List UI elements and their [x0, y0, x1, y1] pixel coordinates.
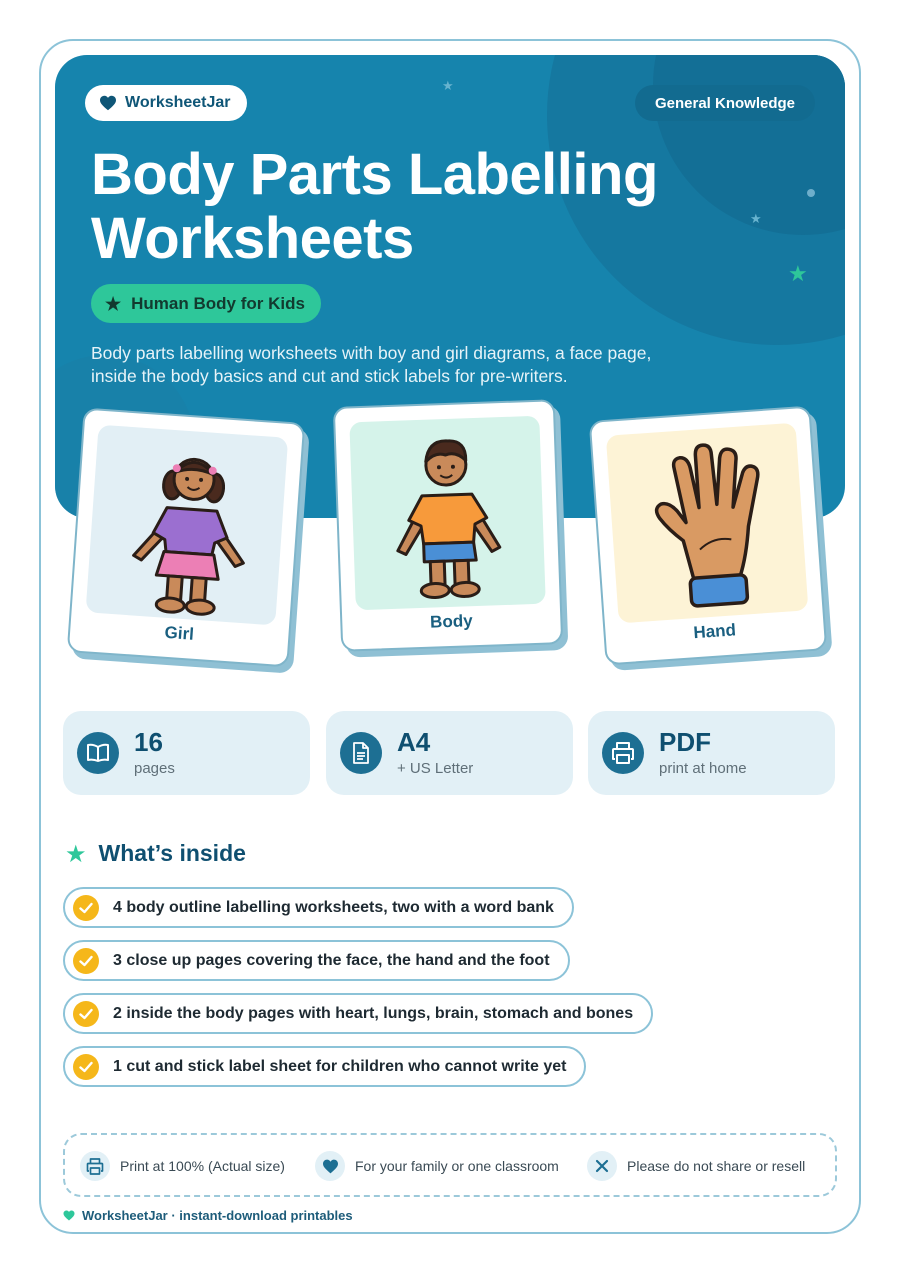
printer-icon: [80, 1151, 110, 1181]
hand-icon: [606, 423, 809, 624]
stat-label: + US Letter: [397, 760, 474, 777]
check-icon: [73, 895, 99, 921]
heart-icon: [63, 1210, 75, 1221]
note-no-share: [587, 1151, 805, 1181]
check-icon: [73, 1001, 99, 1027]
preview-card-body[interactable]: [333, 399, 563, 652]
stat-value: 16: [134, 727, 163, 757]
heart-icon: [99, 95, 117, 111]
decor-dot: [807, 189, 815, 197]
star-icon: ★: [65, 839, 87, 868]
stat-paper-size: [326, 711, 573, 795]
list-item: [63, 887, 574, 928]
preview-card-hand[interactable]: [589, 406, 828, 666]
section-heading: [65, 840, 246, 867]
note-text: For your family or one classroom: [355, 1158, 559, 1174]
note-text: Please do not share or resell: [627, 1158, 806, 1174]
stat-label: pages: [134, 760, 175, 777]
list-item: [63, 1046, 586, 1087]
preview-card-girl[interactable]: [67, 408, 306, 668]
brand-name: WorksheetJar: [125, 94, 231, 111]
book-icon: [77, 732, 119, 774]
usage-notes: [63, 1133, 837, 1197]
list-item-text: 3 close up pages covering the face, the hand and the foot: [113, 951, 550, 969]
printer-icon: [602, 732, 644, 774]
stat-value: PDF: [659, 727, 711, 757]
card-label: Body: [429, 611, 473, 632]
check-icon: [73, 1054, 99, 1080]
check-icon: [73, 948, 99, 974]
x-icon: [587, 1151, 617, 1181]
note-text: Print at 100% (Actual size): [120, 1158, 285, 1174]
stat-value: A4: [397, 727, 431, 757]
description: Body parts labelling worksheets with boy and girl diagrams, a face page, inside the body basics and cut and stick labels for pre-writers.: [91, 343, 652, 386]
stat-label: print at home: [659, 760, 747, 777]
category-badge[interactable]: General Knowledge: [635, 85, 815, 121]
subtitle-text: Human Body for Kids: [131, 293, 305, 313]
list-item-text: 2 inside the body pages with heart, lungs, brain, stomach and bones: [113, 1004, 634, 1022]
list-item-text: 4 body outline labelling worksheets, two with a word bank: [113, 898, 554, 916]
list-item: [63, 940, 570, 981]
stat-format: [588, 711, 835, 795]
decor-star-icon: ★: [750, 212, 762, 227]
decor-star-icon: ★: [788, 262, 808, 287]
page-title: [91, 143, 731, 271]
card-label: Girl: [164, 622, 195, 644]
girl-figure-icon: [86, 425, 289, 626]
title-line-1: Body Parts Labelling: [91, 142, 658, 207]
card-label: Hand: [692, 620, 737, 643]
boy-figure-icon: [349, 416, 545, 611]
footer-text: WorksheetJar · instant-download printables: [82, 1208, 353, 1223]
document-icon: [340, 732, 382, 774]
footer: [63, 1208, 353, 1223]
stat-pages: [63, 711, 310, 795]
decor-star-icon: ★: [442, 79, 454, 94]
note-license: [315, 1151, 559, 1181]
note-print: [80, 1151, 285, 1181]
star-icon: ★: [105, 293, 122, 314]
subtitle-badge: [91, 284, 321, 323]
section-title: What’s inside: [98, 840, 246, 866]
title-line-2: Worksheets: [91, 206, 414, 271]
brand-badge[interactable]: [85, 85, 247, 121]
list-item-text: 1 cut and stick label sheet for children who cannot write yet: [113, 1057, 567, 1075]
heart-icon: [315, 1151, 345, 1181]
list-item: [63, 993, 653, 1034]
